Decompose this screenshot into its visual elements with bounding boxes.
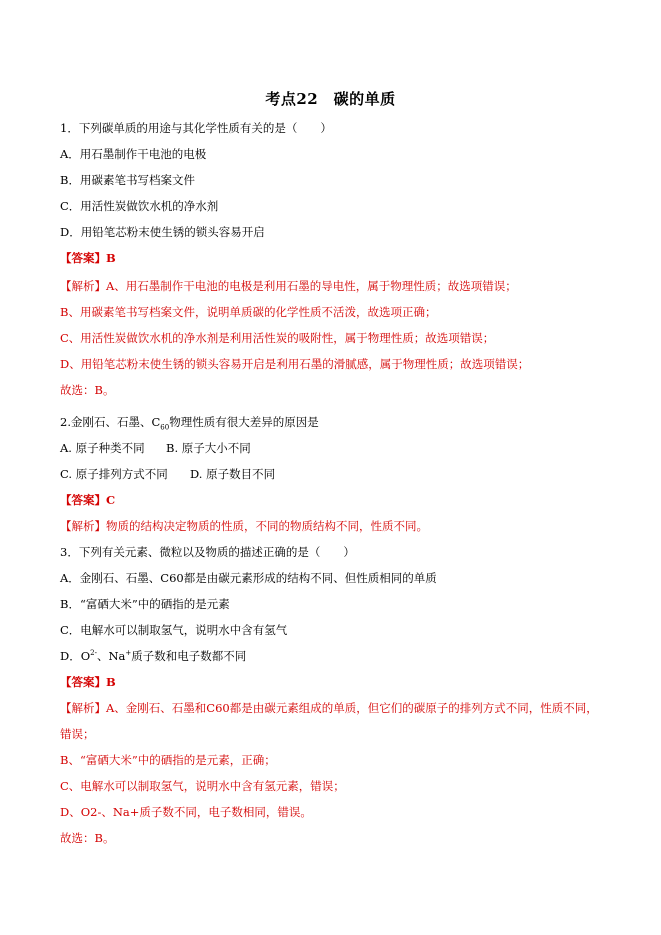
q3-explanation-line: 【解析】A、金刚石、石墨和C60都是由碳元素组成的单质，但它们的碳原子的排列方式不同，性质不同， [60, 701, 598, 715]
q2-stem-subscript: 60 [160, 423, 170, 432]
q1-explanation-line: B、用碳素笔书写档案文件，说明单质碳的化学性质不活泼，故选项正确； [60, 305, 437, 319]
q2-stem-pre: 2.金刚石、石墨、C [60, 415, 161, 429]
q1-option-d: D．用铅笔芯粉末使生锈的锁头容易开启 [60, 225, 265, 239]
q3-explanation-line: C、电解水可以制取氢气，说明水中含有氢元素，错误； [60, 779, 345, 793]
q3-option-d-superscript: + [125, 649, 132, 658]
q1-answer: 【答案】B [60, 251, 116, 265]
page-title: 考点22 碳的单质 [265, 90, 396, 108]
q3-option-d-post: 质子数和电子数都不同 [131, 649, 247, 663]
q1-explanation-line: 【解析】A、用石墨制作干电池的电极是利用石墨的导电性，属于物理性质；故选项错误； [60, 279, 517, 293]
q2-option-d: D. 原子数目不同 [190, 467, 276, 481]
q2-explanation: 【解析】物质的结构决定物质的性质，不同的物质结构不同，性质不同。 [60, 519, 428, 533]
q3-option-c: C．电解水可以制取氢气，说明水中含有氢气 [60, 623, 288, 637]
q2-stem-post: 物理性质有很大差异的原因是 [169, 415, 319, 429]
q3-explanation-line: D、O2-、Na+质子数不同，电子数相同，错误。 [60, 805, 312, 819]
q1-explanation-line: D、用铅笔芯粉末使生锈的锁头容易开启是利用石墨的滑腻感，属于物理性质；故选项错误； [60, 357, 530, 371]
q3-explanation-line: 错误； [60, 727, 95, 741]
q3-option-b: B．“富硒大米”中的硒指的是元素 [60, 597, 230, 611]
q1-stem: 1．下列碳单质的用途与其化学性质有关的是（ ） [60, 121, 332, 135]
q1-explanation-line: C、用活性炭做饮水机的净水剂是利用活性炭的吸附性，属于物理性质；故选项错误； [60, 331, 495, 345]
q3-explanation-line: 故选：B。 [60, 831, 115, 845]
q1-option-a: A．用石墨制作干电池的电极 [60, 147, 207, 161]
q3-explanation-line: B、“富硒大米”中的硒指的是元素，正确； [60, 753, 276, 767]
q2-option-a: A. 原子种类不同 [60, 441, 145, 455]
q1-option-b: B．用碳素笔书写档案文件 [60, 173, 195, 187]
q3-option-d [60, 648, 246, 664]
q3-option-d-mid: 、Na [96, 649, 126, 663]
q2-option-c: C. 原子排列方式不同 [60, 467, 168, 481]
q3-option-d-superscript: 2- [90, 649, 97, 658]
q2-stem [60, 414, 319, 430]
q1-option-c: C．用活性炭做饮水机的净水剂 [60, 199, 219, 213]
q2-option-b: B. 原子大小不同 [166, 441, 251, 455]
q3-option-d-pre: D．O [60, 649, 91, 663]
q2-options-row-2 [60, 466, 275, 482]
q3-option-a: A．金刚石、石墨、C60都是由碳元素形成的结构不同、但性质相同的单质 [60, 571, 437, 585]
q3-answer: 【答案】B [60, 675, 116, 689]
q2-options-row-1 [60, 440, 251, 456]
q2-answer: 【答案】C [60, 493, 116, 507]
q3-stem: 3．下列有关元素、微粒以及物质的描述正确的是（ ） [60, 545, 355, 559]
q1-explanation-line: 故选：B。 [60, 383, 115, 397]
